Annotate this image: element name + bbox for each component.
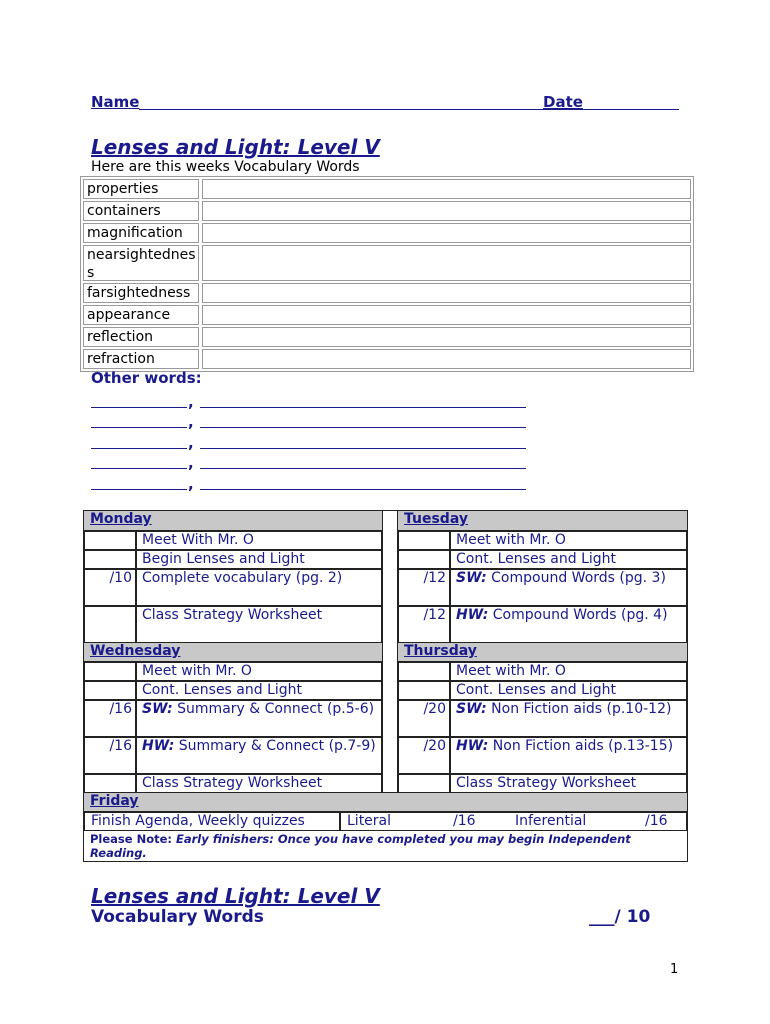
agenda-item-text: Cont. Lenses and Light xyxy=(456,551,617,567)
score-cell: /20 xyxy=(398,737,450,774)
other-words-label: Other words: xyxy=(91,369,202,387)
agenda-item xyxy=(450,700,687,737)
vocab-row xyxy=(83,245,691,281)
agenda-item xyxy=(450,550,687,569)
vocab-row xyxy=(83,327,691,347)
name-date-row xyxy=(91,93,681,113)
vocab-definition-field[interactable] xyxy=(202,179,691,199)
literal-label: Literal xyxy=(347,813,392,829)
agenda-item-text: Summary & Connect (p.7-9) xyxy=(174,738,376,754)
other-word-definition-field[interactable] xyxy=(200,468,526,469)
comma: , xyxy=(188,393,194,411)
comma: , xyxy=(188,475,194,493)
page-title: Lenses and Light: Level V xyxy=(91,135,380,159)
day-header-monday: Monday xyxy=(84,511,382,531)
other-word-field[interactable] xyxy=(91,427,187,428)
score-cell xyxy=(398,662,450,681)
other-word-row xyxy=(91,413,531,431)
vocab-definition-field[interactable] xyxy=(202,245,691,281)
agenda-item xyxy=(450,681,687,700)
agenda-item-text: Compound Words (pg. 4) xyxy=(488,607,668,623)
score-cell: /20 xyxy=(398,700,450,737)
agenda-item-text: Meet with Mr. O xyxy=(456,663,566,679)
comma: , xyxy=(188,454,194,472)
sw-label: SW: xyxy=(456,701,487,717)
vocab-row xyxy=(83,349,691,369)
other-word-row xyxy=(91,393,531,411)
vocab-row xyxy=(83,283,691,303)
vocab-row xyxy=(83,201,691,221)
vocab-word: reflection xyxy=(83,327,199,347)
other-word-field[interactable] xyxy=(91,448,187,449)
comma: , xyxy=(188,434,194,452)
agenda-item xyxy=(136,681,382,700)
score-cell: /12 xyxy=(398,569,450,606)
other-word-definition-field[interactable] xyxy=(200,427,526,428)
weekly-agenda-table xyxy=(83,510,688,862)
agenda-item xyxy=(136,606,382,643)
agenda-item-text: Meet With Mr. O xyxy=(142,532,254,548)
score-cell xyxy=(84,531,136,550)
day-header-friday: Friday xyxy=(84,793,687,812)
literal-score: /16 xyxy=(453,813,476,829)
score-cell xyxy=(84,606,136,643)
agenda-item xyxy=(450,606,687,643)
score-cell: /16 xyxy=(84,737,136,774)
agenda-item xyxy=(450,662,687,681)
score-cell xyxy=(398,531,450,550)
vocab-definition-field[interactable] xyxy=(202,201,691,221)
vocab-definition-field[interactable] xyxy=(202,223,691,243)
agenda-item-text: Cont. Lenses and Light xyxy=(142,682,303,698)
section-title: Lenses and Light: Level V xyxy=(91,884,380,908)
score-cell: /16 xyxy=(84,700,136,737)
score-cell xyxy=(398,681,450,700)
vocab-definition-field[interactable] xyxy=(202,349,691,369)
comma: , xyxy=(188,413,194,431)
inferential-label: Inferential xyxy=(515,813,587,829)
other-word-field[interactable] xyxy=(91,407,187,408)
other-word-field[interactable] xyxy=(91,468,187,469)
other-word-definition-field[interactable] xyxy=(200,489,526,490)
agenda-item xyxy=(136,774,382,793)
note-label: Please Note: xyxy=(90,832,172,846)
vocab-definition-field[interactable] xyxy=(202,305,691,325)
agenda-item xyxy=(450,737,687,774)
agenda-item xyxy=(136,550,382,569)
agenda-item xyxy=(136,662,382,681)
vocab-word: refraction xyxy=(83,349,199,369)
score-cell xyxy=(84,681,136,700)
score-cell: /12 xyxy=(398,606,450,643)
vocab-words-label: Vocabulary Words xyxy=(91,907,264,927)
agenda-item-text: Class Strategy Worksheet xyxy=(142,607,323,623)
date-field[interactable] xyxy=(589,109,679,110)
agenda-note xyxy=(84,831,687,861)
vocab-row xyxy=(83,305,691,325)
agenda-item-text: Meet with Mr. O xyxy=(142,663,252,679)
vocab-row xyxy=(83,223,691,243)
other-word-row xyxy=(91,434,531,452)
other-word-field[interactable] xyxy=(91,489,187,490)
score-cell: /10 xyxy=(84,569,136,606)
other-word-definition-field[interactable] xyxy=(200,448,526,449)
vocab-row xyxy=(83,179,691,199)
agenda-item-text: Complete vocabulary (pg. 2) xyxy=(142,570,343,586)
vocab-intro: Here are this weeks Vocabulary Words xyxy=(91,159,360,175)
hw-label: HW: xyxy=(142,738,175,754)
agenda-item-text: Class Strategy Worksheet xyxy=(456,775,637,791)
note-text: Early finishers: Once you have completed you may begin Independent Reading. xyxy=(90,832,631,860)
friday-task: Finish Agenda, Weekly quizzes xyxy=(84,812,340,831)
day-header-tuesday: Tuesday xyxy=(398,511,687,531)
hw-label: HW: xyxy=(456,607,489,623)
vocab-definition-field[interactable] xyxy=(202,327,691,347)
agenda-item-text: Summary & Connect (p.5-6) xyxy=(172,701,375,717)
sw-label: SW: xyxy=(456,570,487,586)
agenda-item xyxy=(136,531,382,550)
agenda-item xyxy=(136,569,382,606)
vocab-score: ___/ 10 xyxy=(589,907,651,927)
other-word-row xyxy=(91,454,531,472)
agenda-item xyxy=(450,531,687,550)
agenda-item-text: Cont. Lenses and Light xyxy=(456,682,617,698)
agenda-item-text: Class Strategy Worksheet xyxy=(142,775,323,791)
agenda-item xyxy=(136,700,382,737)
agenda-item-text: Non Fiction aids (p.10-12) xyxy=(486,701,672,717)
score-cell xyxy=(398,550,450,569)
column-gutter xyxy=(382,511,398,793)
agenda-item xyxy=(450,774,687,793)
vocab-word: magnification xyxy=(83,223,199,243)
name-label: Name xyxy=(91,93,140,111)
vocab-definition-field[interactable] xyxy=(202,283,691,303)
vocab-word: containers xyxy=(83,201,199,221)
day-header-wednesday: Wednesday xyxy=(84,643,382,662)
vocab-table xyxy=(80,176,694,372)
other-word-definition-field[interactable] xyxy=(200,407,526,408)
vocab-word: nearsightednes s xyxy=(83,245,199,281)
agenda-item xyxy=(450,569,687,606)
date-label: Date xyxy=(543,93,583,111)
vocab-word: appearance xyxy=(83,305,199,325)
score-cell xyxy=(398,774,450,793)
agenda-item-text: Begin Lenses and Light xyxy=(142,551,305,567)
score-cell xyxy=(84,774,136,793)
page-number: 1 xyxy=(670,962,679,977)
day-header-thursday: Thursday xyxy=(398,643,687,662)
other-word-row xyxy=(91,475,531,493)
agenda-item-text: Non Fiction aids (p.13-15) xyxy=(488,738,674,754)
score-cell xyxy=(84,662,136,681)
vocab-word: farsightedness xyxy=(83,283,199,303)
agenda-item xyxy=(136,737,382,774)
score-cell xyxy=(84,550,136,569)
inferential-score: /16 xyxy=(645,813,668,829)
hw-label: HW: xyxy=(456,738,489,754)
vocab-word: properties xyxy=(83,179,199,199)
sw-label: SW: xyxy=(142,701,173,717)
agenda-item-text: Compound Words (pg. 3) xyxy=(486,570,666,586)
agenda-item-text: Meet with Mr. O xyxy=(456,532,566,548)
quiz-scores xyxy=(340,812,687,831)
